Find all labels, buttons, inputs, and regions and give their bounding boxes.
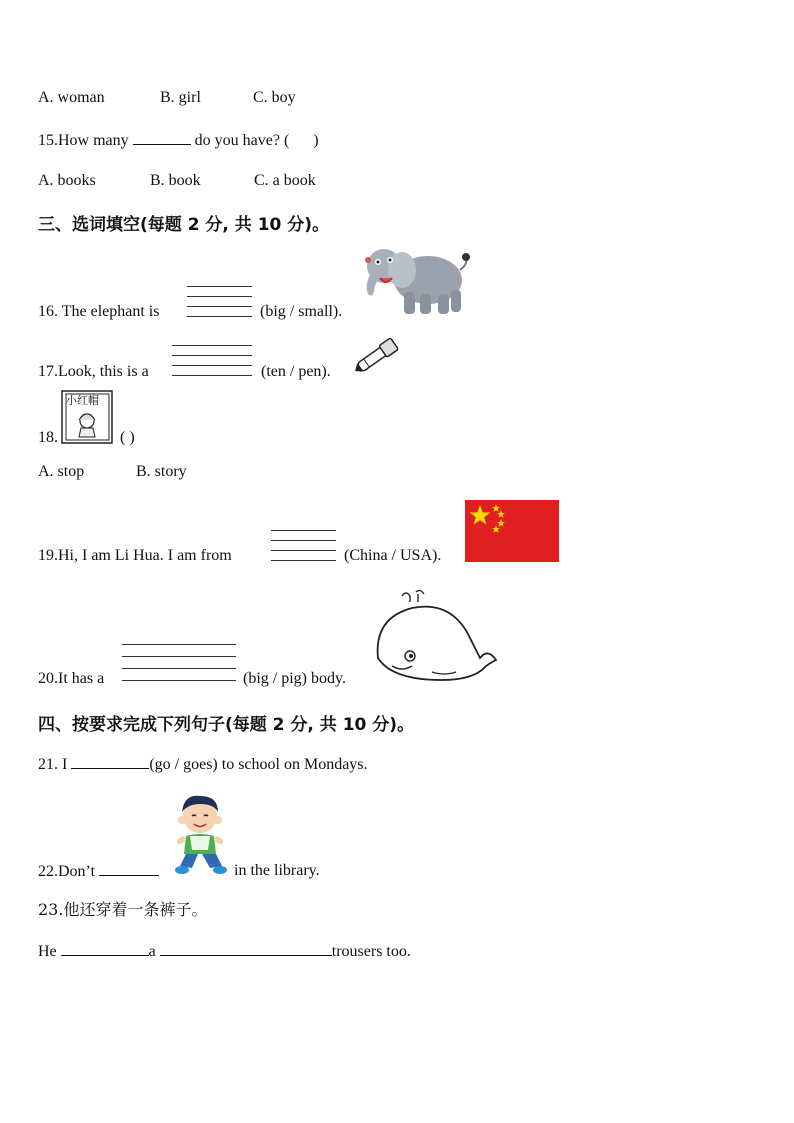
q23-blank-2[interactable] (160, 941, 332, 956)
q23-a: a (148, 943, 156, 960)
q15-prefix: 15.How many (38, 132, 129, 149)
elephant-image (356, 240, 474, 320)
q23-trousers: trousers too. (331, 943, 411, 960)
q17-four-line-blank[interactable] (172, 345, 252, 377)
running-boy-image (170, 792, 232, 878)
q16-four-line-blank[interactable] (187, 286, 252, 318)
q23-chinese-sentence: 23.他还穿着一条裤子。 (38, 900, 208, 919)
q15-option-c: C. a book (254, 172, 316, 189)
q21-suffix: (go / goes) to school on Mondays. (149, 756, 368, 773)
section-3-heading: 三、选词填空(每题 2 分, 共 10 分)。 (38, 215, 330, 235)
china-flag-image (465, 500, 559, 562)
q14-option-c: C. boy (253, 89, 296, 106)
book-title-text: 小红帽 (66, 394, 99, 407)
pen-image (350, 334, 406, 376)
q22-question (38, 861, 159, 882)
q15-blank[interactable] (133, 130, 191, 145)
whale-image (372, 588, 500, 684)
q16-suffix: (big / small). (260, 303, 343, 320)
q15-option-a: A. books (38, 172, 96, 189)
q23-question (38, 941, 411, 962)
q22-suffix: in the library. (234, 862, 320, 879)
q18-number: 18. (38, 429, 58, 446)
q21-blank[interactable] (71, 754, 149, 769)
q18-option-b: B. story (136, 463, 187, 480)
q20-four-line-blank[interactable] (122, 644, 236, 682)
q15-option-b: B. book (150, 172, 201, 189)
q18-answer-paren[interactable]: ( ) (120, 429, 135, 446)
q16-prefix: 16. The elephant is (38, 303, 160, 320)
q22-blank[interactable] (99, 861, 159, 876)
q20-prefix: 20.It has a (38, 670, 105, 687)
q19-suffix: (China / USA). (344, 547, 442, 564)
q14-option-b: B. girl (160, 89, 201, 106)
q15-close: ) (313, 132, 319, 149)
q22-prefix: 22.Don’t (38, 863, 96, 880)
q23-he: He (38, 943, 57, 960)
q15-question (38, 130, 319, 151)
q15-suffix: do you have? ( (194, 132, 290, 149)
q17-suffix: (ten / pen). (261, 363, 331, 380)
section-4-heading: 四、按要求完成下列句子(每题 2 分, 共 10 分)。 (38, 715, 415, 735)
q14-option-a: A. woman (38, 89, 105, 106)
q19-prefix: 19.Hi, I am Li Hua. I am from (38, 547, 232, 564)
q19-four-line-blank[interactable] (271, 530, 336, 562)
q18-option-a: A. stop (38, 463, 85, 480)
q23-blank-1[interactable] (61, 941, 149, 956)
q17-prefix: 17.Look, this is a (38, 363, 149, 380)
q21-question (38, 754, 368, 775)
q20-suffix: (big / pig) body. (243, 670, 346, 687)
q21-prefix: 21. I (38, 756, 68, 773)
